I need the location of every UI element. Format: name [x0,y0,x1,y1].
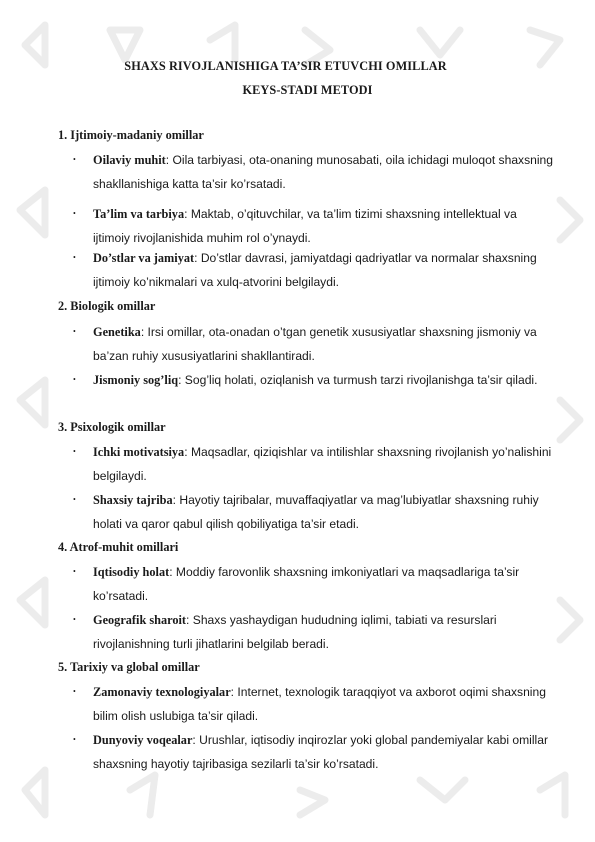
item-description: : Urushlar, iqtisodiy inqirozlar yoki global pandemiyalar kabi omillar shaxsning hayotiy tajribasiga sezilarli ta’sir ko’rsatadi. [93,733,549,771]
list-item-talim-va-tarbiya [73,202,555,250]
bullet-icon: • [73,615,76,624]
item-description: : Internet, texnologik taraqqiyot va axborot oqimi shaxsning bilim olish uslubiga ta’sir qiladi. [93,685,546,723]
bullet-icon: • [73,375,76,384]
section-heading-1: 1. Ijtimoiy-madaniy omillar [58,128,204,142]
list-item-jismoniy-sogliq [73,368,555,392]
item-term: Genetika [93,325,141,339]
bullet-icon: • [73,687,76,696]
document-subtitle: KEYS-STADI METODI [242,83,373,97]
item-term: Zamonaviy texnologiyalar [93,685,231,699]
bullet-icon: • [73,253,76,262]
list-item-genetika [73,320,555,368]
item-term: Shaxsiy tajriba [93,493,173,507]
item-description: : Oila tarbiyasi, ota-onaning munosabati, oila ichidagi muloqot shaxsning shakllanishiga katta ta’sir ko’rsatadi. [93,153,554,191]
item-term: Ichki motivatsiya [93,445,185,459]
item-term: Do’stlar va jamiyat [93,251,195,265]
section-heading-2: 2. Biologik omillar [58,299,156,313]
bullet-icon: • [73,447,76,456]
bullet-icon: • [73,495,76,504]
list-item-ichki-motivatsiya [73,440,555,488]
list-item-dostlar-va-jamiyat [73,246,555,294]
document-title: SHAXS RIVOJLANISHIGA TA’SIR ETUVCHI OMILLAR [124,59,447,73]
list-item-geografik-sharoit [73,608,555,656]
bullet-icon: • [73,327,76,336]
bullet-icon: • [73,567,76,576]
list-item-iqtisodiy-holat [73,560,555,608]
item-description: : Irsi omillar, ota-onadan o’tgan genetik xususiyatlar shaxsning jismoniy va ba’zan ruhiy xususiyatlarini shakllantiradi. [93,325,537,363]
bullet-icon: • [73,155,76,164]
item-description: : Moddiy farovonlik shaxsning imkoniyatlari va maqsadlariga ta’sir ko’rsatadi. [93,565,520,603]
item-description: : Shaxs yashaydigan hududning iqlimi, tabiati va resurslari rivojlanishning turli jihatlarini belgilab beradi. [93,613,497,651]
item-term: Dunyoviy voqealar [93,733,193,747]
item-term: Oilaviy muhit [93,153,166,167]
item-term: Jismoniy sog’liq [93,373,179,387]
item-description: : Maqsadlar, qiziqishlar va intilishlar shaxsning rivojlanish yo’nalishini belgilaydi. [93,445,552,483]
item-description: : Do’stlar davrasi, jamiyatdagi qadriyatlar va normalar shaxsning ijtimoiy ko’nikmalari va xulq-atvorini belgilaydi. [93,251,537,289]
item-description: : Sog’liq holati, oziqlanish va turmush tarzi rivojlanishga ta’sir qiladi. [178,373,538,387]
section-heading-3: 3. Psixologik omillar [58,420,166,434]
bullet-icon: • [73,735,76,744]
bullet-icon: • [73,209,76,218]
item-term: Ta’lim va tarbiya [93,207,185,221]
item-description: : Hayotiy tajribalar, muvaffaqiyatlar va mag’lubiyatlar shaxsning ruhiy holati va qaror qabul qilish qobiliyatiga ta’sir etadi. [93,493,539,531]
item-term: Geografik sharoit [93,613,187,627]
section-heading-5: 5. Tarixiy va global omillar [58,660,200,674]
item-description: : Maktab, o’qituvchilar, va ta’lim tizimi shaxsning intellektual va ijtimoiy rivojlanishida muhim rol o’ynaydi. [93,207,517,245]
list-item-shaxsiy-tajriba [73,488,555,536]
list-item-dunyoviy-voqealar [73,728,555,776]
list-item-zamonaviy-texnologiyalar [73,680,555,728]
section-heading-4: 4. Atrof-muhit omillari [58,540,179,554]
list-item-oilaviy-muhit [73,148,555,196]
item-term: Iqtisodiy holat [93,565,170,579]
